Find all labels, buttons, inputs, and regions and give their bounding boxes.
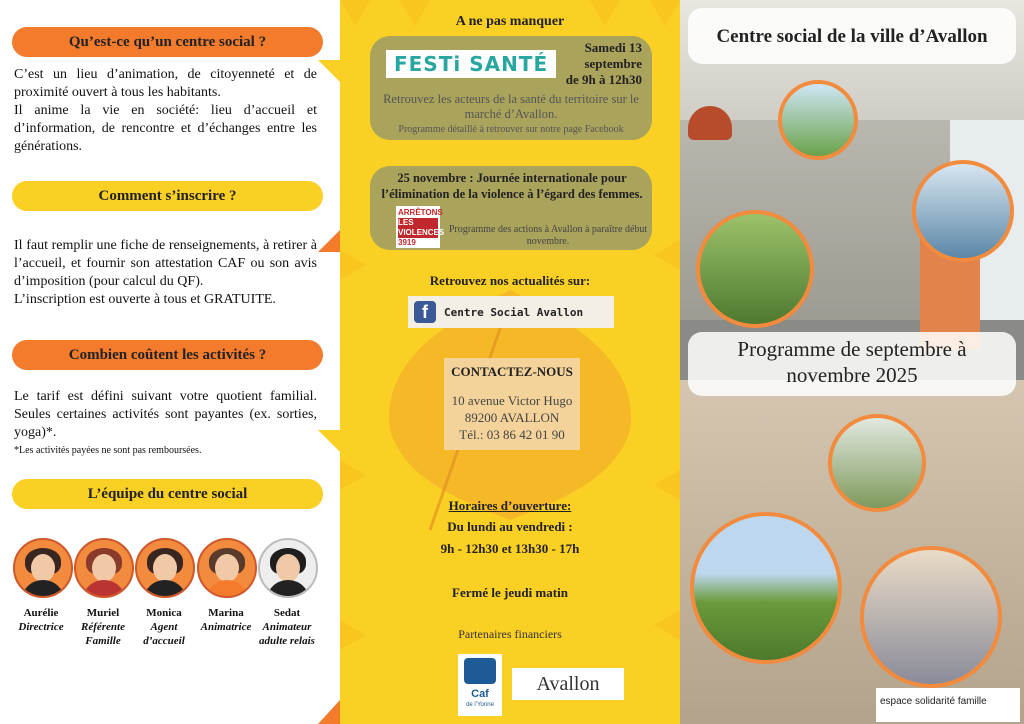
decor-triangle [318, 700, 340, 724]
member-role: Agent d’accueil [143, 621, 185, 647]
festi-time-text: de 9h à 12h30 [565, 72, 642, 87]
member-marina [195, 606, 257, 634]
photo-outdoor-activity [690, 512, 842, 664]
member-name: Marina [208, 607, 244, 619]
hours-title: Horaires d’ouverture: [448, 498, 572, 513]
register-line-1: Il faut remplir une fiche de renseignements, à retirer à l’accueil, et fournir son attestation CAF ou son avis d’imposition (pour calcul du QF). [14, 238, 317, 289]
cost-text [14, 388, 317, 460]
festi-note: Programme détaillé à retrouver sur notre page Facebook [398, 124, 624, 135]
member-name: Monica [146, 607, 182, 619]
avatar-muriel [74, 538, 134, 598]
member-role: Animatrice [200, 621, 252, 633]
festi-desc: Retrouvez les acteurs de la santé du territoire sur le marché d’Avallon. [383, 92, 639, 121]
hours-time: 9h - 12h30 et 13h30 - 17h [440, 541, 580, 556]
facebook-link[interactable] [408, 296, 614, 328]
violences-logo-line3: 3919 [398, 238, 416, 247]
contact-phone[interactable]: Tél.: 03 86 42 01 90 [459, 427, 565, 442]
contact-city: 89200 AVALLON [464, 410, 560, 425]
middle-panel [340, 0, 680, 724]
espace-label: espace solidarité famille [880, 696, 987, 707]
violence-day-title: 25 novembre : Journée internationale pour l’élimination de la violence à l’égard des femmes. [381, 171, 643, 201]
violences-logo-line2: LES VIOLENCES [398, 218, 445, 237]
avatar-sedat [258, 538, 318, 598]
festi-sante-logo: FESTi SANTÉ [386, 50, 556, 78]
avatar-aurelie [13, 538, 73, 598]
avallon-logo: Avallon [512, 668, 624, 700]
section-title-team: L’équipe du centre social [12, 479, 323, 509]
contact-info [444, 392, 580, 443]
caf-emblem-icon [464, 658, 496, 684]
what-text [14, 66, 317, 156]
left-panel [0, 0, 340, 724]
facebook-icon: f [414, 301, 436, 323]
festi-date [542, 40, 642, 88]
photo-boat [912, 160, 1014, 262]
what-line-2: Il anime la vie en société: lieu d’accueil et d’information, de rencontre et d’échanges entre les générations. [14, 103, 317, 154]
decor-triangle [318, 430, 340, 452]
hours-closed: Fermé le jeudi matin [452, 585, 568, 600]
centre-title: Centre social de la ville d’Avallon [716, 26, 988, 47]
right-panel [680, 0, 1024, 724]
dont-miss-heading: A ne pas manquer [455, 14, 565, 29]
hours-days: Du lundi au vendredi : [447, 519, 573, 534]
violence-day-note: Programme des actions à Avallon à paraître début novembre. [448, 224, 648, 247]
cost-line: Le tarif est défini suivant votre quotient familial. Seules certaines activités sont payantes (ex. sorties, yoga)*. [14, 389, 317, 440]
caf-logo [458, 654, 502, 716]
program-title: Programme de septembre à novembre 2025 [737, 337, 967, 387]
photo-hike [696, 210, 814, 328]
facebook-label: Centre Social Avallon [444, 305, 584, 319]
member-sedat [256, 606, 318, 648]
member-role: Animateur adulte relais [259, 621, 315, 647]
section-title-what: Qu’est-ce qu’un centre social ? [12, 27, 323, 57]
cost-note: *Les activités payées ne sont pas remboursées. [14, 445, 202, 456]
register-text [14, 237, 317, 309]
contact-title: CONTACTEZ-NOUS [451, 364, 573, 379]
member-monica [133, 606, 195, 648]
decor-triangle [318, 230, 340, 252]
register-line-2: L’inscription est ouverte à tous et GRATUITE. [14, 292, 276, 307]
member-aurelie [10, 606, 72, 634]
caf-label: Caf [471, 688, 489, 700]
photo-sewing [860, 546, 1002, 688]
partners-heading: Partenaires financiers [458, 627, 562, 641]
avatar-monica [135, 538, 195, 598]
member-role: Directrice [18, 621, 64, 633]
festi-date-text: Samedi 13 septembre [584, 40, 642, 71]
news-heading: Retrouvez nos actualités sur: [429, 273, 591, 288]
avatar-marina [197, 538, 257, 598]
violence-day-box [370, 166, 652, 250]
violences-logo-line1: ARRÊTONS [398, 208, 443, 217]
contact-box [444, 358, 580, 450]
caf-sub: de l’Yonne [466, 702, 494, 708]
espace-logo [876, 688, 1020, 722]
member-name: Aurélie [23, 607, 59, 619]
decor-triangle [318, 60, 340, 82]
what-line-1: C’est un lieu d’animation, de citoyenneté et de proximité ouvert à tous les habitants. [14, 67, 317, 100]
title-banner [688, 8, 1016, 64]
member-muriel [72, 606, 134, 648]
contact-address: 10 avenue Victor Hugo [451, 393, 573, 408]
section-title-register: Comment s’inscrire ? [12, 181, 323, 211]
violences-logo [396, 206, 445, 248]
program-banner [688, 332, 1016, 396]
member-name: Sedat [273, 607, 301, 619]
festi-sante-box [370, 36, 652, 140]
section-title-cost: Combien coûtent les activités ? [12, 340, 323, 370]
member-name: Muriel [86, 607, 120, 619]
photo-games [828, 414, 926, 512]
member-role: Référente Famille [81, 621, 125, 647]
photo-park [778, 80, 858, 160]
